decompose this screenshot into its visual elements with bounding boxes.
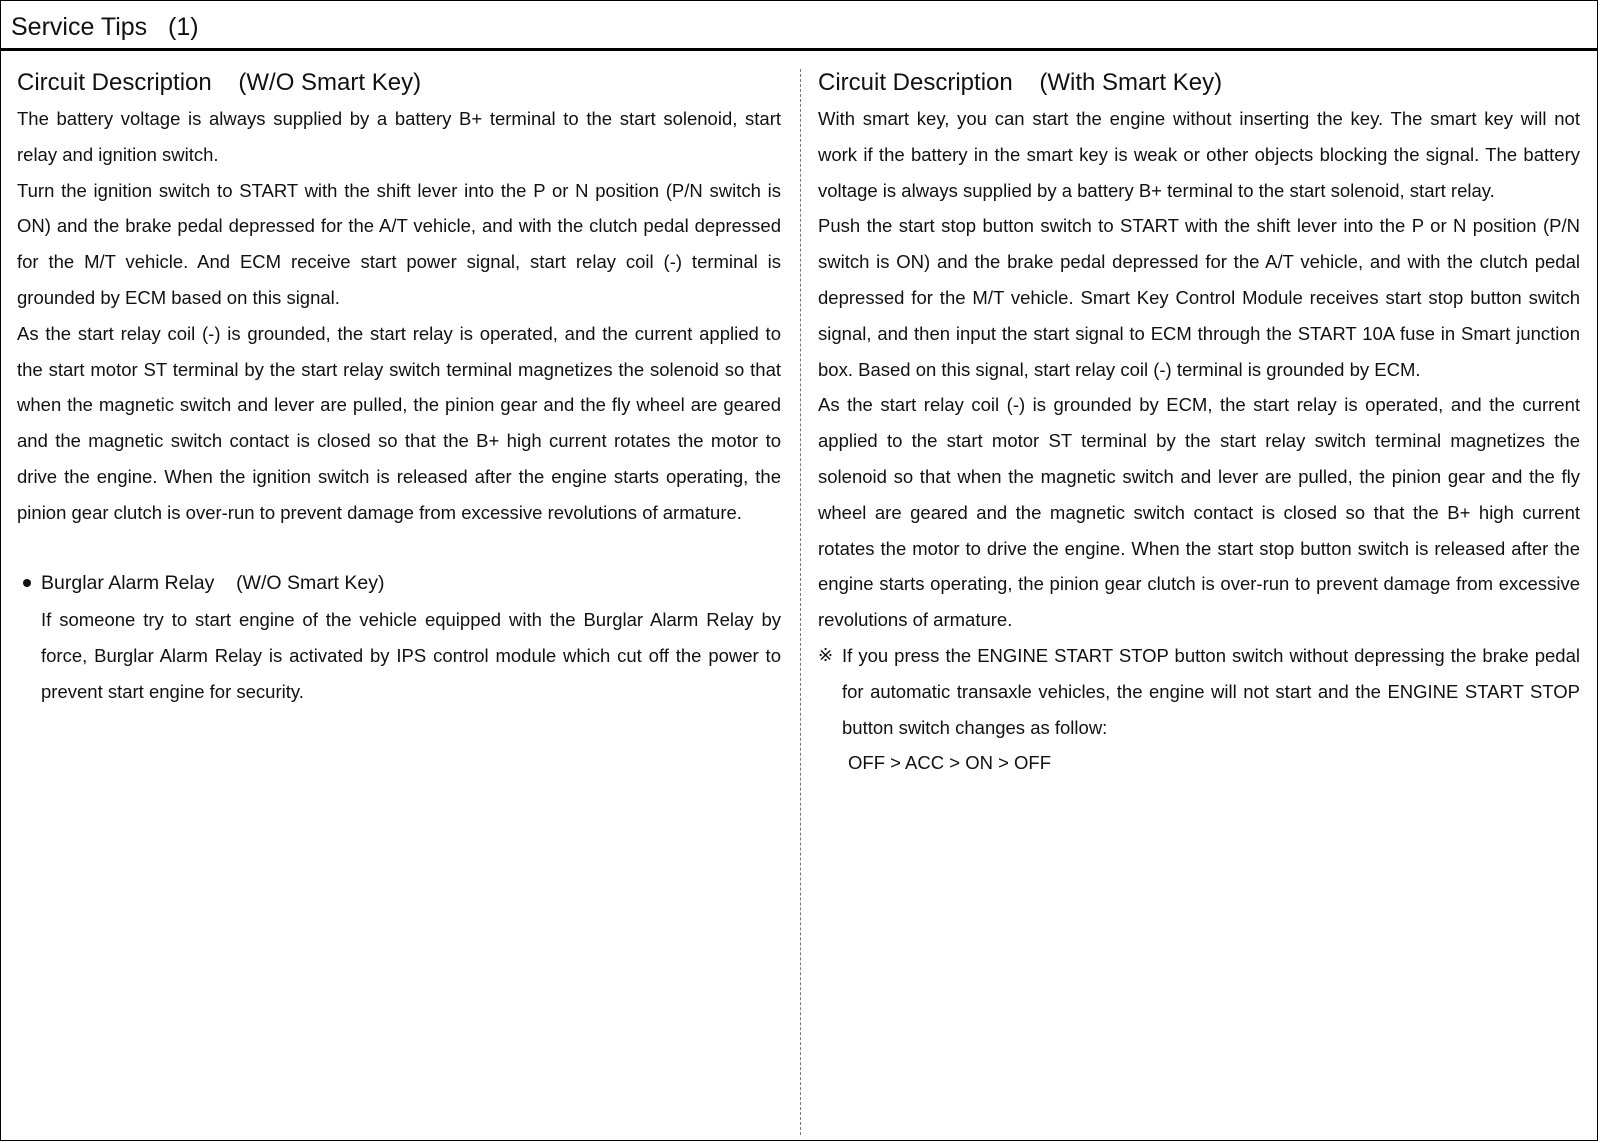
burglar-alarm-text: If someone try to start engine of the vehicle equipped with the Burglar Alarm Relay by force, Burglar Alarm Relay is activated by IPS control module which cut off the power to prevent start engine for security. <box>41 609 781 702</box>
left-body <box>17 101 781 710</box>
right-paragraph-1: With smart key, you can start the engine without inserting the key. The smart key will not work if the battery in the smart key is weak or other objects blocking the signal. The battery voltage is always supplied by a battery B+ terminal to the start solenoid, start relay. <box>818 108 1580 201</box>
column-divider <box>800 69 801 1135</box>
burglar-alarm-title: Burglar Alarm Relay (W/O Smart Key) <box>41 572 385 595</box>
reference-mark-icon: ※ <box>818 644 834 665</box>
left-paragraph-1: The battery voltage is always supplied by a battery B+ terminal to the start solenoid, start relay and ignition switch. <box>17 108 781 165</box>
burglar-alarm-section <box>17 566 781 709</box>
left-paragraph-3: As the start relay coil (-) is grounded, the start relay is operated, and the current applied to the start motor ST terminal by the start relay switch terminal magnetizes the solenoid so that when the magnetic switch and lever are pulled, the pinion gear and the fly wheel are geared and the magnetic switch contact is closed so that the B+ high current rotates the motor to drive the engine. When the ignition switch is released after the engine starts operating, the pinion gear clutch is over-run to prevent damage from excessive revolutions of armature. <box>17 322 781 523</box>
note-sequence: OFF > ACC > ON > OFF <box>848 752 1052 774</box>
left-column <box>17 65 781 710</box>
right-paragraph-2: Push the start stop button switch to START with the shift lever into the P or N position (P/N switch is ON) and the brake pedal depressed for the A/T vehicle, and with the clutch pedal depressed for the M/T vehicle. Smart Key Control Module receives start stop button switch signal, and then input the start signal to ECM through the START 10A fuse in Smart junction box. Based on this signal, start relay coil (-) terminal is grounded by ECM. <box>818 215 1580 380</box>
right-heading: Circuit Description (With Smart Key) <box>818 69 1223 96</box>
page-title: Service Tips (1) <box>11 13 199 41</box>
bullet-dot-icon <box>23 579 31 587</box>
right-paragraph-3: As the start relay coil (-) is grounded by ECM, the start relay is operated, and the current applied to the start motor ST terminal by the start relay switch terminal magnetizes the solenoid so that when the magnetic switch and lever are pulled, the pinion gear and the fly wheel are geared and the magnetic switch contact is closed so that the B+ high current rotates the motor to drive the engine. When the start stop button switch is released after the engine starts operating, the pinion gear clutch is over-run to prevent damage from excessive revolutions of armature. <box>818 394 1580 631</box>
note-text: If you press the ENGINE START STOP button switch without depressing the brake pedal for automatic transaxle vehicles, the engine will not start and the ENGINE START STOP button switch changes as follow: <box>842 644 1580 738</box>
paragraph-gap <box>17 531 781 567</box>
note-section <box>818 638 1580 781</box>
page-header <box>1 1 1597 51</box>
left-heading: Circuit Description (W/O Smart Key) <box>17 69 422 96</box>
right-column <box>818 65 1580 781</box>
left-paragraph-2: Turn the ignition switch to START with the shift lever into the P or N position (P/N switch is ON) and the brake pedal depressed for the A/T vehicle, and with the clutch pedal depressed for the M/T vehicle. And ECM receive start power signal, start relay coil (-) terminal is grounded by ECM based on this signal. <box>17 179 781 308</box>
right-body <box>818 101 1580 781</box>
